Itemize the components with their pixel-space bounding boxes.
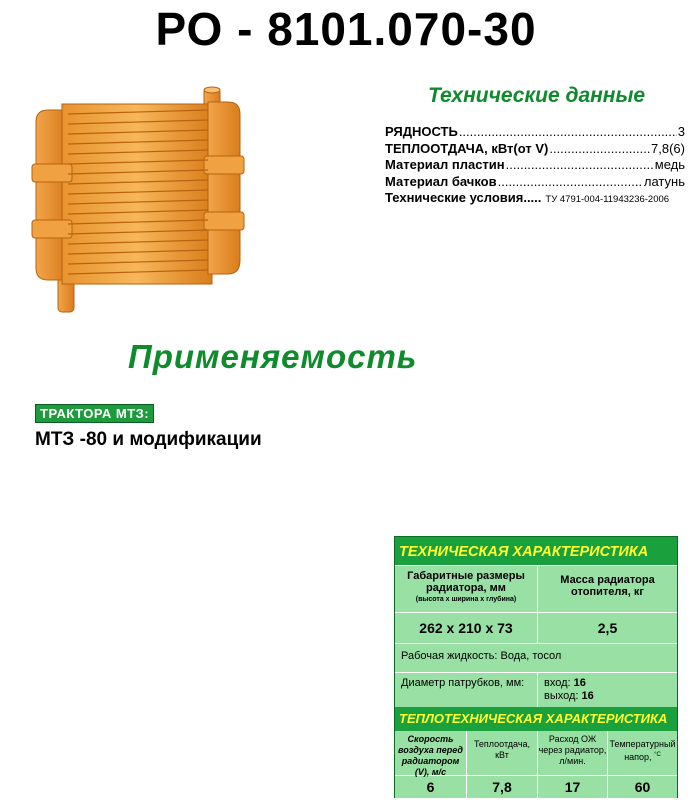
dims-header-row xyxy=(395,565,677,612)
spec-row-plates xyxy=(385,157,685,174)
dims-subheader: (высота x ширина x глубина) xyxy=(415,596,517,603)
spec-label: Материал пластин xyxy=(385,157,505,172)
spec-row-tanks xyxy=(385,174,685,191)
spec-list xyxy=(385,124,685,209)
tech-char-body xyxy=(395,565,677,707)
temp-header: Температурный напор, xyxy=(609,739,676,762)
pipe-values xyxy=(537,673,677,707)
speed-value: 6 xyxy=(426,779,435,795)
applicability-heading: Применяемость xyxy=(128,338,418,375)
tractor-badge: ТРАКТОРА МТЗ: xyxy=(35,404,154,423)
fluid-text: Рабочая жидкость: Вода, тосол xyxy=(401,650,562,662)
model-text: МТЗ -80 и модификации xyxy=(35,429,262,450)
outlet-value: 16 xyxy=(581,690,594,702)
thermal-col-speed xyxy=(395,731,466,775)
speed-header: Скорость воздуха перед радиатором (V), м/с xyxy=(398,734,463,777)
inlet xyxy=(544,677,677,690)
dot-leader xyxy=(506,157,654,174)
tech-characteristics-panel xyxy=(394,536,678,798)
spec-row-rows xyxy=(385,124,685,141)
dims-header xyxy=(395,566,537,612)
spec-value: латунь xyxy=(643,173,685,189)
radiator-image xyxy=(18,80,258,320)
mass-header: Масса радиатора отопителя, кг xyxy=(537,566,677,612)
inlet-label: вход: xyxy=(544,677,571,689)
thermal-value-row xyxy=(395,775,677,798)
thermal-col-heat: Теплоотдача, кВт xyxy=(466,731,537,775)
outlet-label: выход: xyxy=(544,690,579,702)
spec-label: РЯДНОСТЬ xyxy=(385,124,458,139)
thermal-char-body xyxy=(395,731,677,798)
temp-unit: °С xyxy=(654,752,661,758)
dims-value-row xyxy=(395,612,677,643)
spec-value: ТУ 4791-004-11943236-2006 xyxy=(545,194,670,205)
thermal-col-flow: Расход ОЖ через радиатор, л/мин. xyxy=(537,731,607,775)
pipe-label: Диаметр патрубков, мм: xyxy=(401,677,525,689)
spec-value: 7,8(6) xyxy=(651,140,685,156)
spec-label: ТЕПЛООТДАЧА, кВт(от V) xyxy=(385,140,549,156)
dims-value: 262 x 210 x 73 xyxy=(419,620,513,636)
dims-header-text: Габаритные размеры радиатора, мм xyxy=(407,570,525,594)
inlet-value: 16 xyxy=(573,677,586,689)
outlet xyxy=(544,690,677,703)
tech-char-heading: ТЕХНИЧЕСКАЯ ХАРАКТЕРИСТИКА xyxy=(399,544,649,560)
spec-row-conditions xyxy=(385,190,685,209)
thermal-col-temp xyxy=(607,731,677,775)
heat-value: 7,8 xyxy=(466,776,537,798)
flow-value: 17 xyxy=(537,776,607,798)
dot-leader xyxy=(498,174,643,191)
temp-value: 60 xyxy=(607,776,677,798)
spec-value: медь xyxy=(654,157,685,172)
tech-data-heading: Технические данные xyxy=(428,84,646,107)
product-title: РО - 8101.070-30 xyxy=(155,3,537,55)
spec-value: 3 xyxy=(677,124,685,139)
spec-row-heat xyxy=(385,141,685,158)
spec-label: Материал бачков xyxy=(385,173,497,189)
thermal-header-row xyxy=(395,731,677,775)
spec-label: Технические условия..... xyxy=(385,190,542,205)
fluid-row xyxy=(395,643,677,672)
dot-leader xyxy=(459,124,677,141)
dot-leader xyxy=(549,141,650,158)
mass-value: 2,5 xyxy=(537,613,677,643)
thermal-char-heading: ТЕПЛОТЕХНИЧЕСКАЯ ХАРАКТЕРИСТИКА xyxy=(395,707,677,731)
pipe-row xyxy=(395,672,677,707)
